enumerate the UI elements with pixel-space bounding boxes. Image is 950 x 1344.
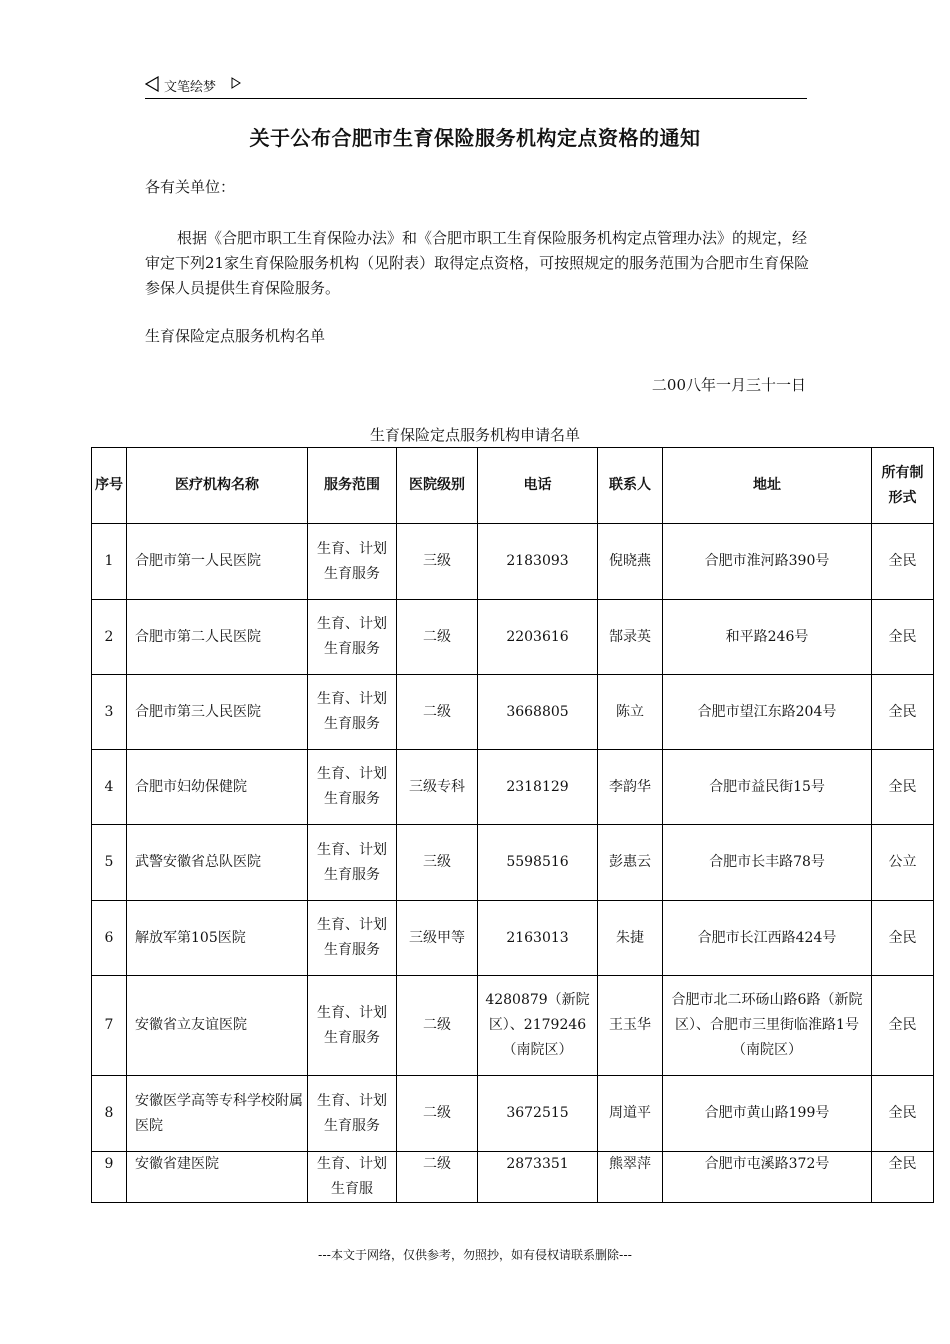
cell-scope: 生育、计划生育服务 bbox=[308, 524, 397, 600]
cell-address: 和平路246号 bbox=[663, 600, 872, 675]
cell-index: 2 bbox=[92, 600, 127, 675]
cell-address: 合肥市北二环砀山路6路（新院区）、合肥市三里街临淮路1号（南院区） bbox=[663, 976, 872, 1076]
cell-ownership: 全民 bbox=[872, 976, 934, 1076]
cell-phone: 2873351 bbox=[478, 1152, 598, 1203]
cell-phone: 3668805 bbox=[478, 675, 598, 750]
cell-name: 合肥市第三人民医院 bbox=[127, 675, 308, 750]
cell-name: 合肥市第二人民医院 bbox=[127, 600, 308, 675]
cell-scope: 生育、计划生育服务 bbox=[308, 600, 397, 675]
cell-address: 合肥市黄山路199号 bbox=[663, 1076, 872, 1152]
cell-index: 4 bbox=[92, 750, 127, 825]
table-row bbox=[92, 901, 934, 976]
table-row bbox=[92, 524, 934, 600]
cell-index: 8 bbox=[92, 1076, 127, 1152]
cell-level: 二级 bbox=[397, 1076, 478, 1152]
cell-level: 三级甲等 bbox=[397, 901, 478, 976]
cell-contact: 郜录英 bbox=[598, 600, 663, 675]
list-title: 生育保险定点服务机构名单 bbox=[145, 327, 326, 345]
body-paragraph: 根据《合肥市职工生育保险办法》和《合肥市职工生育保险服务机构定点管理办法》的规定，经审定下列21家生育保险服务机构（见附表）取得定点资格，可按照规定的服务范围为合肥市生育保险参保人员提供生育保险服务。 bbox=[145, 229, 810, 297]
cell-contact: 朱捷 bbox=[598, 901, 663, 976]
cell-scope: 生育、计划生育服务 bbox=[308, 825, 397, 901]
table-header-row bbox=[92, 448, 934, 524]
cell-name: 安徽省建医院 bbox=[127, 1152, 308, 1203]
col-header: 医疗机构名称 bbox=[127, 448, 308, 524]
cell-level: 二级 bbox=[397, 600, 478, 675]
cell-phone: 5598516 bbox=[478, 825, 598, 901]
document-date: 二00八年一月三十一日 bbox=[651, 376, 806, 394]
cell-phone: 4280879（新院区）、2179246（南院区） bbox=[478, 976, 598, 1076]
institution-table bbox=[91, 447, 934, 1203]
cell-ownership: 全民 bbox=[872, 675, 934, 750]
cell-contact: 彭惠云 bbox=[598, 825, 663, 901]
col-header: 序号 bbox=[92, 448, 127, 524]
cell-phone: 3672515 bbox=[478, 1076, 598, 1152]
cell-level: 三级 bbox=[397, 524, 478, 600]
cell-ownership: 全民 bbox=[872, 1076, 934, 1152]
cell-index: 1 bbox=[92, 524, 127, 600]
cell-index: 3 bbox=[92, 675, 127, 750]
cell-name: 解放军第105医院 bbox=[127, 901, 308, 976]
cell-level: 三级专科 bbox=[397, 750, 478, 825]
col-header: 联系人 bbox=[598, 448, 663, 524]
cell-name: 武警安徽省总队医院 bbox=[127, 825, 308, 901]
col-header: 医院级别 bbox=[397, 448, 478, 524]
col-header: 电话 bbox=[478, 448, 598, 524]
page-header bbox=[145, 74, 807, 99]
cell-contact: 陈立 bbox=[598, 675, 663, 750]
cell-ownership: 全民 bbox=[872, 750, 934, 825]
col-header: 地址 bbox=[663, 448, 872, 524]
cell-index: 5 bbox=[92, 825, 127, 901]
cell-phone: 2163013 bbox=[478, 901, 598, 976]
table-caption: 生育保险定点服务机构申请名单 bbox=[369, 426, 580, 444]
cell-ownership: 公立 bbox=[872, 825, 934, 901]
table-row bbox=[92, 825, 934, 901]
cell-address: 合肥市长江西路424号 bbox=[663, 901, 872, 976]
table-row bbox=[92, 1152, 934, 1203]
cell-phone: 2318129 bbox=[478, 750, 598, 825]
cell-level: 二级 bbox=[397, 976, 478, 1076]
cell-level: 二级 bbox=[397, 675, 478, 750]
cell-scope: 生育、计划生育服务 bbox=[308, 750, 397, 825]
col-header: 服务范围 bbox=[308, 448, 397, 524]
cell-scope: 生育、计划生育服务 bbox=[308, 1076, 397, 1152]
cell-contact: 李韵华 bbox=[598, 750, 663, 825]
table-row bbox=[92, 600, 934, 675]
document-title: 关于公布合肥市生育保险服务机构定点资格的通知 bbox=[249, 126, 701, 150]
cell-level: 二级 bbox=[397, 1152, 478, 1203]
cell-name: 合肥市第一人民医院 bbox=[127, 524, 308, 600]
cell-ownership: 全民 bbox=[872, 1152, 934, 1203]
cell-ownership: 全民 bbox=[872, 901, 934, 976]
cell-level: 三级 bbox=[397, 825, 478, 901]
cell-contact: 倪晓燕 bbox=[598, 524, 663, 600]
cell-address: 合肥市屯溪路372号 bbox=[663, 1152, 872, 1203]
cell-name: 合肥市妇幼保健院 bbox=[127, 750, 308, 825]
cell-address: 合肥市淮河路390号 bbox=[663, 524, 872, 600]
cell-name: 安徽医学高等专科学校附属医院 bbox=[127, 1076, 308, 1152]
right-triangle-icon bbox=[231, 77, 241, 89]
cell-phone: 2203616 bbox=[478, 600, 598, 675]
cell-contact: 王玉华 bbox=[598, 976, 663, 1076]
table-row bbox=[92, 750, 934, 825]
cell-contact: 周道平 bbox=[598, 1076, 663, 1152]
cell-ownership: 全民 bbox=[872, 524, 934, 600]
greeting: 各有关单位： bbox=[145, 178, 236, 196]
cell-scope: 生育、计划生育服务 bbox=[308, 675, 397, 750]
footer-disclaimer: ---本文于网络，仅供参考，勿照抄，如有侵权请联系删除--- bbox=[318, 1248, 632, 1262]
col-header: 所有制形式 bbox=[872, 448, 934, 524]
cell-scope: 生育、计划生育服 bbox=[308, 1152, 397, 1203]
cell-contact: 熊翠萍 bbox=[598, 1152, 663, 1203]
cell-ownership: 全民 bbox=[872, 600, 934, 675]
cell-index: 6 bbox=[92, 901, 127, 976]
cell-index: 7 bbox=[92, 976, 127, 1076]
table-row bbox=[92, 976, 934, 1076]
cell-index: 9 bbox=[92, 1152, 127, 1203]
cell-scope: 生育、计划生育服务 bbox=[308, 976, 397, 1076]
cell-address: 合肥市望江东路204号 bbox=[663, 675, 872, 750]
table-row bbox=[92, 675, 934, 750]
header-brand: 文笔绘梦 bbox=[164, 80, 217, 95]
cell-scope: 生育、计划生育服务 bbox=[308, 901, 397, 976]
cell-name: 安徽省立友谊医院 bbox=[127, 976, 308, 1076]
cell-address: 合肥市益民街15号 bbox=[663, 750, 872, 825]
cell-phone: 2183093 bbox=[478, 524, 598, 600]
left-triangle-icon bbox=[145, 76, 159, 92]
cell-address: 合肥市长丰路78号 bbox=[663, 825, 872, 901]
table-row bbox=[92, 1076, 934, 1152]
